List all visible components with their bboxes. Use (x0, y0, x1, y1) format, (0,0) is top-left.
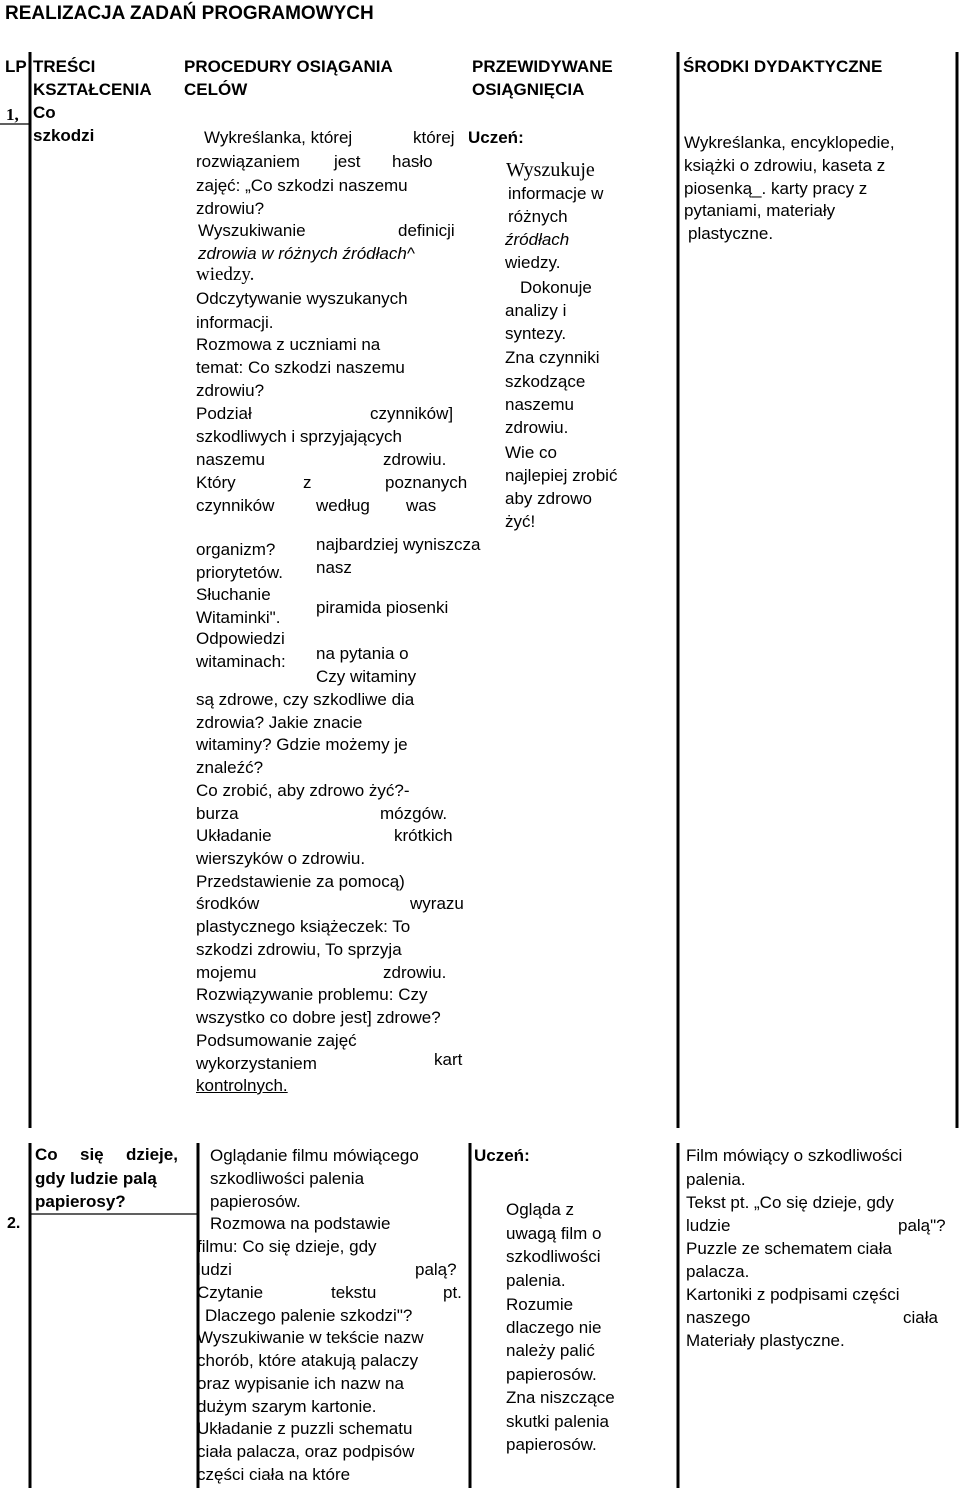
osiagniecia-line: papierosów. (506, 1365, 597, 1384)
osiagniecia-line: palenia. (506, 1271, 566, 1290)
procedury-line: szkodzi zdrowiu, To sprzyja (196, 940, 402, 959)
header-osiagniecia-2: OSIĄGNIĘCIA (472, 80, 585, 99)
procedury-line: chorób, które atakują palaczy (197, 1351, 419, 1370)
procedury-line: części ciała na które (197, 1465, 351, 1484)
procedury-line: temat: Co szkodzi naszemu (196, 358, 405, 377)
procedury-line: was (406, 496, 437, 515)
procedury-line: palą? (415, 1260, 457, 1279)
row2-tresci-line: papierosy? (35, 1192, 126, 1211)
procedury-line: Podsumowanie zajęć (196, 1031, 357, 1050)
procedury-line: papierosów. (210, 1192, 301, 1211)
row1-tresci-1: Co (33, 103, 56, 122)
row1-tresci-2: szkodzi (33, 126, 95, 145)
procedury-line: priorytetów. (196, 563, 283, 582)
osiagniecia-line: Uczeń: (474, 1146, 530, 1165)
procedury-line: Rozmowa z uczniami na (196, 335, 381, 354)
procedury-line: witaminy? Gdzie możemy je (196, 735, 408, 754)
procedury-line: Oglądanie filmu mówiącego (210, 1146, 419, 1165)
procedury-line: według (316, 496, 370, 515)
procedury-line: mojemu (196, 963, 257, 982)
srodki-line: palenia. (686, 1170, 746, 1189)
procedury-line: zdrowia? Jakie znacie (196, 713, 363, 732)
procedury-line: pt. (443, 1283, 462, 1302)
procedury-line: oraz wypisanie ich nazw na (197, 1374, 404, 1393)
row1-lp: 1, (6, 105, 19, 124)
procedury-line: Rozmowa na podstawie (210, 1214, 391, 1233)
osiagniecia-line: należy palić (506, 1341, 595, 1360)
header-srodki: ŚRODKI DYDAKTYCZNE (683, 57, 883, 76)
procedury-line: Podział (196, 404, 252, 423)
osiagniecia-line: Zna niszczące (506, 1388, 615, 1407)
srodki-line: plastyczne. (688, 224, 774, 243)
osiagniecia-line: informacje w (508, 184, 604, 203)
srodki-line: piosenką_. karty pracy z (684, 179, 868, 198)
procedury-line: krótkich (394, 826, 453, 845)
procedury-line: wierszyków o zdrowiu. (196, 849, 366, 868)
srodki-line: pytaniami, materiały (684, 201, 836, 220)
srodki-line: Kartoniki z podpisami części (686, 1285, 900, 1304)
procedury-line: Dlaczego palenie szkodzi"? (205, 1306, 413, 1325)
osiagniecia-line: żyć! (505, 512, 536, 531)
header-lp: LP (5, 57, 27, 76)
procedury-line: szkodliwych i sprzyjających (196, 427, 402, 446)
procedury-line: tekstu (331, 1283, 377, 1302)
procedury-line: na pytania o (316, 644, 409, 663)
srodki-line: Film mówiący o szkodliwości (686, 1146, 903, 1165)
procedury-line: plastycznego książeczek: To (196, 917, 411, 936)
osiagniecia-line: Ogląda z (506, 1200, 575, 1219)
osiagniecia-line: papierosów. (506, 1435, 597, 1454)
srodki-line: ludzie (686, 1216, 731, 1235)
procedury-line: ludzi (197, 1260, 232, 1279)
srodki-line: Tekst pt. „Co się dzieje, gdy (686, 1193, 894, 1212)
procedury-line: hasło (392, 152, 433, 171)
procedury-line: Odczytywanie wyszukanych (196, 289, 408, 308)
srodki-line: palacza. (686, 1262, 750, 1281)
procedury-line: czynników] (370, 404, 454, 423)
procedury-line: rozwiązaniem (196, 152, 300, 171)
procedury-line: dużym szarym kartonie. (197, 1397, 377, 1416)
procedury-line: jest (334, 152, 361, 171)
srodki-line: Wykreślanka, encyklopedie, (684, 133, 895, 152)
procedury-line: ciała palacza, oraz podpisów (197, 1442, 415, 1461)
procedury-line: kart (434, 1050, 463, 1069)
procedury-line: Wyszukiwanie (198, 221, 306, 240)
osiagniecia-line: źródłach (505, 230, 570, 249)
osiagniecia-line: Rozumie (506, 1295, 574, 1314)
procedury-line: zdrowia w różnych źródłach^ (198, 244, 415, 263)
header-osiagniecia-1: PRZEWIDYWANE (472, 57, 613, 76)
procedury-line: witaminach: (196, 652, 286, 671)
procedury-line: mózgów. (380, 804, 448, 823)
osiagniecia-line: Uczeń: (468, 128, 524, 147)
srodki-line: Materiały plastyczne. (686, 1331, 845, 1350)
procedury-line: są zdrowe, czy szkodliwe dia (196, 690, 415, 709)
osiagniecia-line: analizy i (505, 301, 567, 320)
row2-tresci-word: się (80, 1145, 104, 1164)
procedury-line: zdrowiu. (383, 450, 447, 469)
procedury-line: wiedzy. (196, 264, 255, 285)
procedury-line: Czytanie (197, 1283, 264, 1302)
osiagniecia-line: syntezy. (505, 324, 567, 343)
srodki-line: naszego (686, 1308, 751, 1327)
procedury-line: zajęć: „Co szkodzi naszemu (196, 176, 408, 195)
procedury-line: Wykreślanka, której (204, 128, 353, 147)
procedury-line: Układanie (196, 826, 272, 845)
osiagniecia-line: aby zdrowo (505, 489, 592, 508)
osiagniecia-line: Dokonuje (520, 278, 592, 297)
header-procedury-2: CELÓW (184, 80, 248, 99)
srodki-line: książki o zdrowiu, kaseta z (684, 156, 886, 175)
procedury-line: wykorzystaniem (196, 1054, 317, 1073)
procedury-line: znaleźć? (196, 758, 264, 777)
procedury-line: czynników (196, 496, 275, 515)
procedury-line: burza (196, 804, 239, 823)
osiagniecia-line: różnych (508, 207, 568, 226)
procedury-line: kontrolnych. (196, 1076, 288, 1095)
procedury-line: Układanie z puzzli schematu (197, 1419, 413, 1438)
osiagniecia-line: skutki palenia (506, 1412, 610, 1431)
osiagniecia-line: Wie co (505, 443, 557, 462)
procedury-line: poznanych (385, 473, 468, 492)
row2-tresci-word: Co (35, 1145, 58, 1164)
header-tresci-1: TREŚCI (33, 57, 96, 76)
osiagniecia-line: naszemu (505, 395, 574, 414)
srodki-line: ciała (903, 1308, 938, 1327)
procedury-line: Rozwiązywanie problemu: Czy (196, 985, 428, 1004)
osiagniecia-line: szkodzące (505, 372, 586, 391)
osiagniecia-line: najlepiej zrobić (505, 466, 618, 485)
osiagniecia-line: szkodliwości (506, 1247, 601, 1266)
procedury-line: wszystko co dobre jest] zdrowe? (196, 1008, 441, 1027)
header-procedury-1: PROCEDURY OSIĄGANIA (184, 57, 393, 76)
procedury-line: środków (196, 894, 260, 913)
osiagniecia-line: zdrowiu. (505, 418, 569, 437)
procedury-line: której (413, 128, 455, 147)
osiagniecia-line: Wyszukuje (506, 159, 595, 181)
procedury-line: nasz (316, 558, 352, 577)
osiagniecia-line: uwagą film o (506, 1224, 602, 1243)
procedury-line: Odpowiedzi (196, 629, 285, 648)
procedury-line: zdrowiu? (196, 199, 265, 218)
procedury-line: z (303, 473, 312, 492)
row2-tresci-word: dzieje, (126, 1145, 178, 1164)
procedury-line: informacji. (196, 313, 274, 332)
header-tresci-2: KSZTAŁCENIA (33, 80, 152, 99)
osiagniecia-line: dlaczego nie (506, 1318, 602, 1337)
procedury-line: organizm? (196, 540, 276, 559)
osiagniecia-line: Zna czynniki (505, 348, 600, 367)
procedury-line: filmu: Co się dzieje, gdy (197, 1237, 377, 1256)
srodki-line: Puzzle ze schematem ciała (686, 1239, 892, 1258)
procedury-line: Witaminki". (196, 608, 281, 627)
page-title: REALIZACJA ZADAŃ PROGRAMOWYCH (5, 3, 374, 24)
procedury-line: Który (196, 473, 236, 492)
srodki-line: palą"? (898, 1216, 946, 1235)
procedury-line: Czy witaminy (316, 667, 417, 686)
procedury-line: najbardziej wyniszcza (316, 535, 481, 554)
procedury-line: Co zrobić, aby zdrowo żyć?- (196, 781, 410, 800)
procedury-line: naszemu (196, 450, 265, 469)
osiagniecia-line: wiedzy. (505, 253, 561, 272)
procedury-line: zdrowiu. (383, 963, 447, 982)
row2-tresci-line: gdy ludzie palą (35, 1169, 157, 1188)
row2-lp: 2. (7, 1215, 21, 1232)
procedury-line: zdrowiu? (196, 381, 265, 400)
procedury-line: Przedstawienie za pomocą) (196, 872, 405, 891)
procedury-line: wyrazu (410, 894, 464, 913)
procedury-line: definicji (398, 221, 455, 240)
procedury-line: Słuchanie (196, 585, 271, 604)
procedury-line: Wyszukiwanie w tekście nazw (197, 1328, 424, 1347)
procedury-line: piramida piosenki (316, 598, 449, 617)
procedury-line: szkodliwości palenia (210, 1169, 365, 1188)
